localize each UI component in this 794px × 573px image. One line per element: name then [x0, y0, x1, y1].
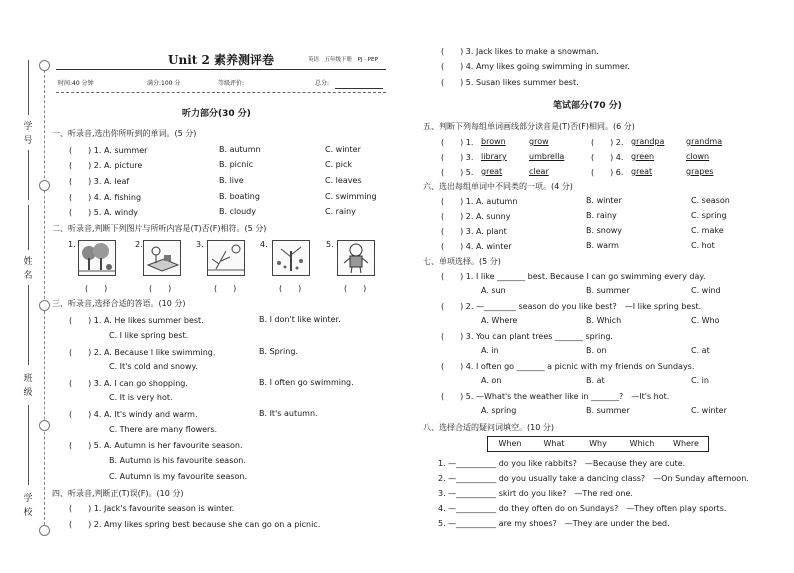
q3-option-c: C. I like spring best. [109, 331, 189, 340]
q5-word: grapes [686, 167, 714, 176]
q5-word: grandpa [631, 137, 665, 146]
q7-item-4[interactable]: ( ) 4. I often go _______ a picnic with my friends on Sundays. [441, 362, 695, 371]
q7-option-c: C. winter [691, 406, 727, 415]
q7-item-2[interactable]: ( ) 2. —________ season do you like best? —I like spring best. [441, 302, 702, 311]
q3-heading: 三、听录音,选择合适的答语。(10 分) [52, 299, 186, 308]
page-title: Unit 2 素养测评卷 [168, 53, 274, 67]
q2-number: 3. [196, 240, 204, 249]
q7-option-a: A. on [481, 376, 502, 385]
snow-scene-picture [207, 240, 245, 276]
q5-word: great [481, 167, 503, 176]
q2-answer-blank[interactable]: ( ) [85, 284, 108, 293]
q4-heading: 四、听录音,判断正(T)误(F)。(10 分) [52, 489, 184, 498]
q8-heading: 八、选择合适的疑问词填空。(10 分) [423, 423, 554, 432]
word-bank-item: Which [629, 439, 655, 448]
score-info: 满分:100 分 [147, 80, 181, 87]
q3-item-4[interactable]: ( ) 4. A. It's windy and warm. [69, 410, 198, 419]
q6-option-b: B. rainy [586, 211, 617, 220]
q2-number: 2. [135, 240, 143, 249]
q1-option-c: C. winter [325, 145, 361, 154]
q6-option-b: B. winter [586, 196, 622, 205]
q1-option-b: B. live [219, 176, 244, 185]
binding-hole [39, 420, 50, 431]
q5-word: brown [481, 137, 506, 146]
binding-dashed-line [44, 60, 45, 530]
q1-option-b: B. autumn [219, 145, 261, 154]
q7-option-a: A. in [481, 346, 499, 355]
q1-row-4[interactable]: ( ) 4. A. fishing [69, 193, 142, 202]
binding-hole [39, 525, 50, 536]
q3-item-5[interactable]: ( ) 5. A. Autumn is her favourite season. [69, 441, 243, 450]
q7-option-b: B. at [586, 376, 605, 385]
q7-option-c: C. at [691, 346, 710, 355]
q6-option-c: C. hot [691, 241, 715, 250]
q7-item-1[interactable]: ( ) 1. I like _______ best. Because I can go swimming every day. [441, 272, 706, 281]
q2-heading: 二、听录音,判断下列图片与所听内容是(T)否(F)相符。(5 分) [52, 224, 267, 233]
word-bank-item: When [498, 439, 522, 448]
student-id-write-line[interactable] [28, 60, 29, 115]
q5-word: umbrella [529, 152, 565, 161]
q7-item-5[interactable]: ( ) 5. —What's the weather like in _______? —It's hot. [441, 392, 670, 401]
q5-item-6[interactable]: ( ) 6. [591, 168, 624, 177]
q6-item-2[interactable]: ( ) 2. A. sunny [441, 212, 511, 221]
grade-label: 等级评价: [218, 80, 245, 87]
q6-option-c: C. make [691, 226, 724, 235]
q3-option-c: C. Autumn is my favourite season. [109, 472, 248, 481]
q2-number: 5. [326, 240, 334, 249]
q7-option-b: B. summer [586, 406, 630, 415]
q6-option-b: B. warm [586, 241, 619, 250]
q2-answer-blank[interactable]: ( ) [344, 284, 367, 293]
q8-item-5[interactable]: 5. —__________ are my shoes? —They are under the bed. [438, 519, 670, 528]
q1-row-3[interactable]: ( ) 3. A. leaf [69, 177, 130, 186]
total-write-line[interactable] [335, 88, 383, 89]
q1-heading: 一、听录音,选出你所听到的单词。(5 分) [52, 129, 197, 138]
q6-item-3[interactable]: ( ) 3. A. plant [441, 227, 507, 236]
separator-line [28, 285, 29, 365]
q6-option-c: C. season [691, 196, 730, 205]
q5-item-3[interactable]: ( ) 3. [441, 153, 474, 162]
q3-option-c: C. It's cold and snowy. [109, 362, 198, 371]
q1-option-b: B. cloudy [219, 207, 256, 216]
picnic-picture [143, 240, 181, 276]
q6-item-1[interactable]: ( ) 1. A. autumn [441, 197, 518, 206]
q1-option-c: C. rainy [325, 207, 356, 216]
q8-item-1[interactable]: 1. —__________ do you like rabbits? —Because they are cute. [438, 459, 686, 468]
total-label: 总分: [315, 80, 330, 87]
listening-section-title: 听力部分(30 分) [182, 109, 251, 119]
q3-option-b: B. Spring. [259, 347, 298, 356]
q5-item-5[interactable]: ( ) 5. [441, 168, 474, 177]
word-bank-item: Why [589, 439, 607, 448]
binding-hole [39, 60, 50, 71]
q2-answer-blank[interactable]: ( ) [214, 284, 237, 293]
q7-option-c: C. Who [691, 316, 720, 325]
q5-heading: 五、判断下列每组单词画线部分读音是(T)否(F)相同。(6 分) [423, 122, 635, 131]
word-bank [487, 436, 709, 452]
q3-item-1[interactable]: ( ) 1. A. He likes summer best. [69, 316, 204, 325]
q3-option-b: B. Autumn is his favourite season. [109, 456, 246, 465]
q8-item-4[interactable]: 4. —__________ do they often do on Sundays? —They often play sports. [438, 504, 727, 513]
q5-item-4[interactable]: ( ) 4. [591, 153, 624, 162]
q1-row-1[interactable]: ( ) 1. A. summer [69, 146, 148, 155]
q4-item-2[interactable]: ( ) 2. Amy likes spring best because she can go on a picnic. [69, 520, 321, 529]
q3-item-2[interactable]: ( ) 2. A. Because I like swimming. [69, 348, 216, 357]
q5-item-2[interactable]: ( ) 2. [591, 138, 624, 147]
q5-word: great [631, 167, 653, 176]
autumn-tree-picture [272, 240, 310, 276]
name-write-line[interactable] [28, 205, 29, 250]
separator-line [28, 150, 29, 200]
q3-option-c: C. It is very hot. [109, 393, 173, 402]
q2-answer-blank[interactable]: ( ) [279, 284, 302, 293]
q3-option-b: B. It's autumn. [259, 409, 318, 418]
q2-answer-blank[interactable]: ( ) [149, 284, 172, 293]
q1-option-b: B. picnic [219, 160, 253, 169]
word-bank-item: Where [673, 439, 699, 448]
q4-item-5[interactable]: ( ) 5. Susan likes summer best. [441, 78, 579, 87]
header-dashed-rule [56, 92, 386, 93]
q5-word: clown [686, 152, 710, 161]
q3-item-3[interactable]: ( ) 3. A. I can go shopping. [69, 379, 188, 388]
q7-option-b: B. on [586, 346, 607, 355]
header-rule [56, 69, 386, 70]
q1-option-c: C. swimming [325, 192, 377, 201]
q1-option-c: C. leaves [325, 176, 362, 185]
class-write-line[interactable] [28, 405, 29, 485]
q7-option-b: B. Which [586, 316, 622, 325]
q6-option-b: B. snowy [586, 226, 622, 235]
writing-section-title: 笔试部分(70 分) [553, 101, 622, 111]
q5-word: grow [529, 137, 549, 146]
q7-option-a: A. sun [481, 286, 506, 295]
name-label: 姓 名 [23, 257, 33, 281]
q8-item-3[interactable]: 3. —__________ skirt do you like? —The red one. [438, 489, 633, 498]
q7-option-c: C. in [691, 376, 709, 385]
q5-word: library [481, 152, 507, 161]
child-picture [337, 240, 375, 276]
q6-item-4[interactable]: ( ) 4. A. winter [441, 242, 512, 251]
q8-item-2[interactable]: 2. —__________ do you usually take a dancing class? —On Sunday afternoon. [438, 474, 749, 483]
q7-option-b: B. summer [586, 286, 630, 295]
q3-option-b: B. I often go swimming. [259, 378, 354, 387]
q6-heading: 六、选出每组单词中不同类的一项。(4 分) [423, 182, 573, 191]
q7-heading: 七、单项选择。(5 分) [423, 257, 501, 266]
q7-option-c: C. wind [691, 286, 721, 295]
tree-picture [78, 240, 116, 276]
q5-item-1[interactable]: ( ) 1. [441, 138, 474, 147]
q3-option-c: C. There are many flowers. [109, 425, 218, 434]
q2-number: 4. [260, 240, 268, 249]
class-label: 班 级 [23, 374, 33, 398]
school-label: 学 校 [23, 494, 33, 518]
q5-word: clear [529, 167, 549, 176]
q1-row-2[interactable]: ( ) 2. A. picture [69, 161, 143, 170]
q1-option-c: C. pick [325, 160, 353, 169]
q7-item-3[interactable]: ( ) 3. You can plant trees _______ spring. [441, 332, 613, 341]
word-bank-item: What [543, 439, 565, 448]
binding-hole [39, 180, 50, 191]
q1-option-b: B. boating [219, 192, 260, 201]
time-info: 时间:40 分钟 [58, 80, 94, 87]
q4-item-3[interactable]: ( ) 3. Jack likes to make a snowman. [441, 47, 599, 56]
q6-option-c: C. spring [691, 211, 727, 220]
q7-option-a: A. spring [481, 406, 517, 415]
q1-row-5[interactable]: ( ) 5. A. windy [69, 208, 139, 217]
subject-info: 英语 五年级下册 PJ · PEP [308, 57, 378, 63]
binding-hole [39, 300, 50, 311]
q3-option-b: B. I don't like winter. [259, 315, 341, 324]
q5-word: green [631, 152, 655, 161]
q4-item-1[interactable]: ( ) 1. Jack's favourite season is winter. [69, 504, 235, 513]
q2-number: 1. [68, 240, 76, 249]
student-id-label: 学 号 [23, 122, 33, 146]
q7-option-a: A. Where [481, 316, 518, 325]
q4-item-4[interactable]: ( ) 4. Amy likes going swimming in summer. [441, 62, 630, 71]
q5-word: grandma [686, 137, 723, 146]
